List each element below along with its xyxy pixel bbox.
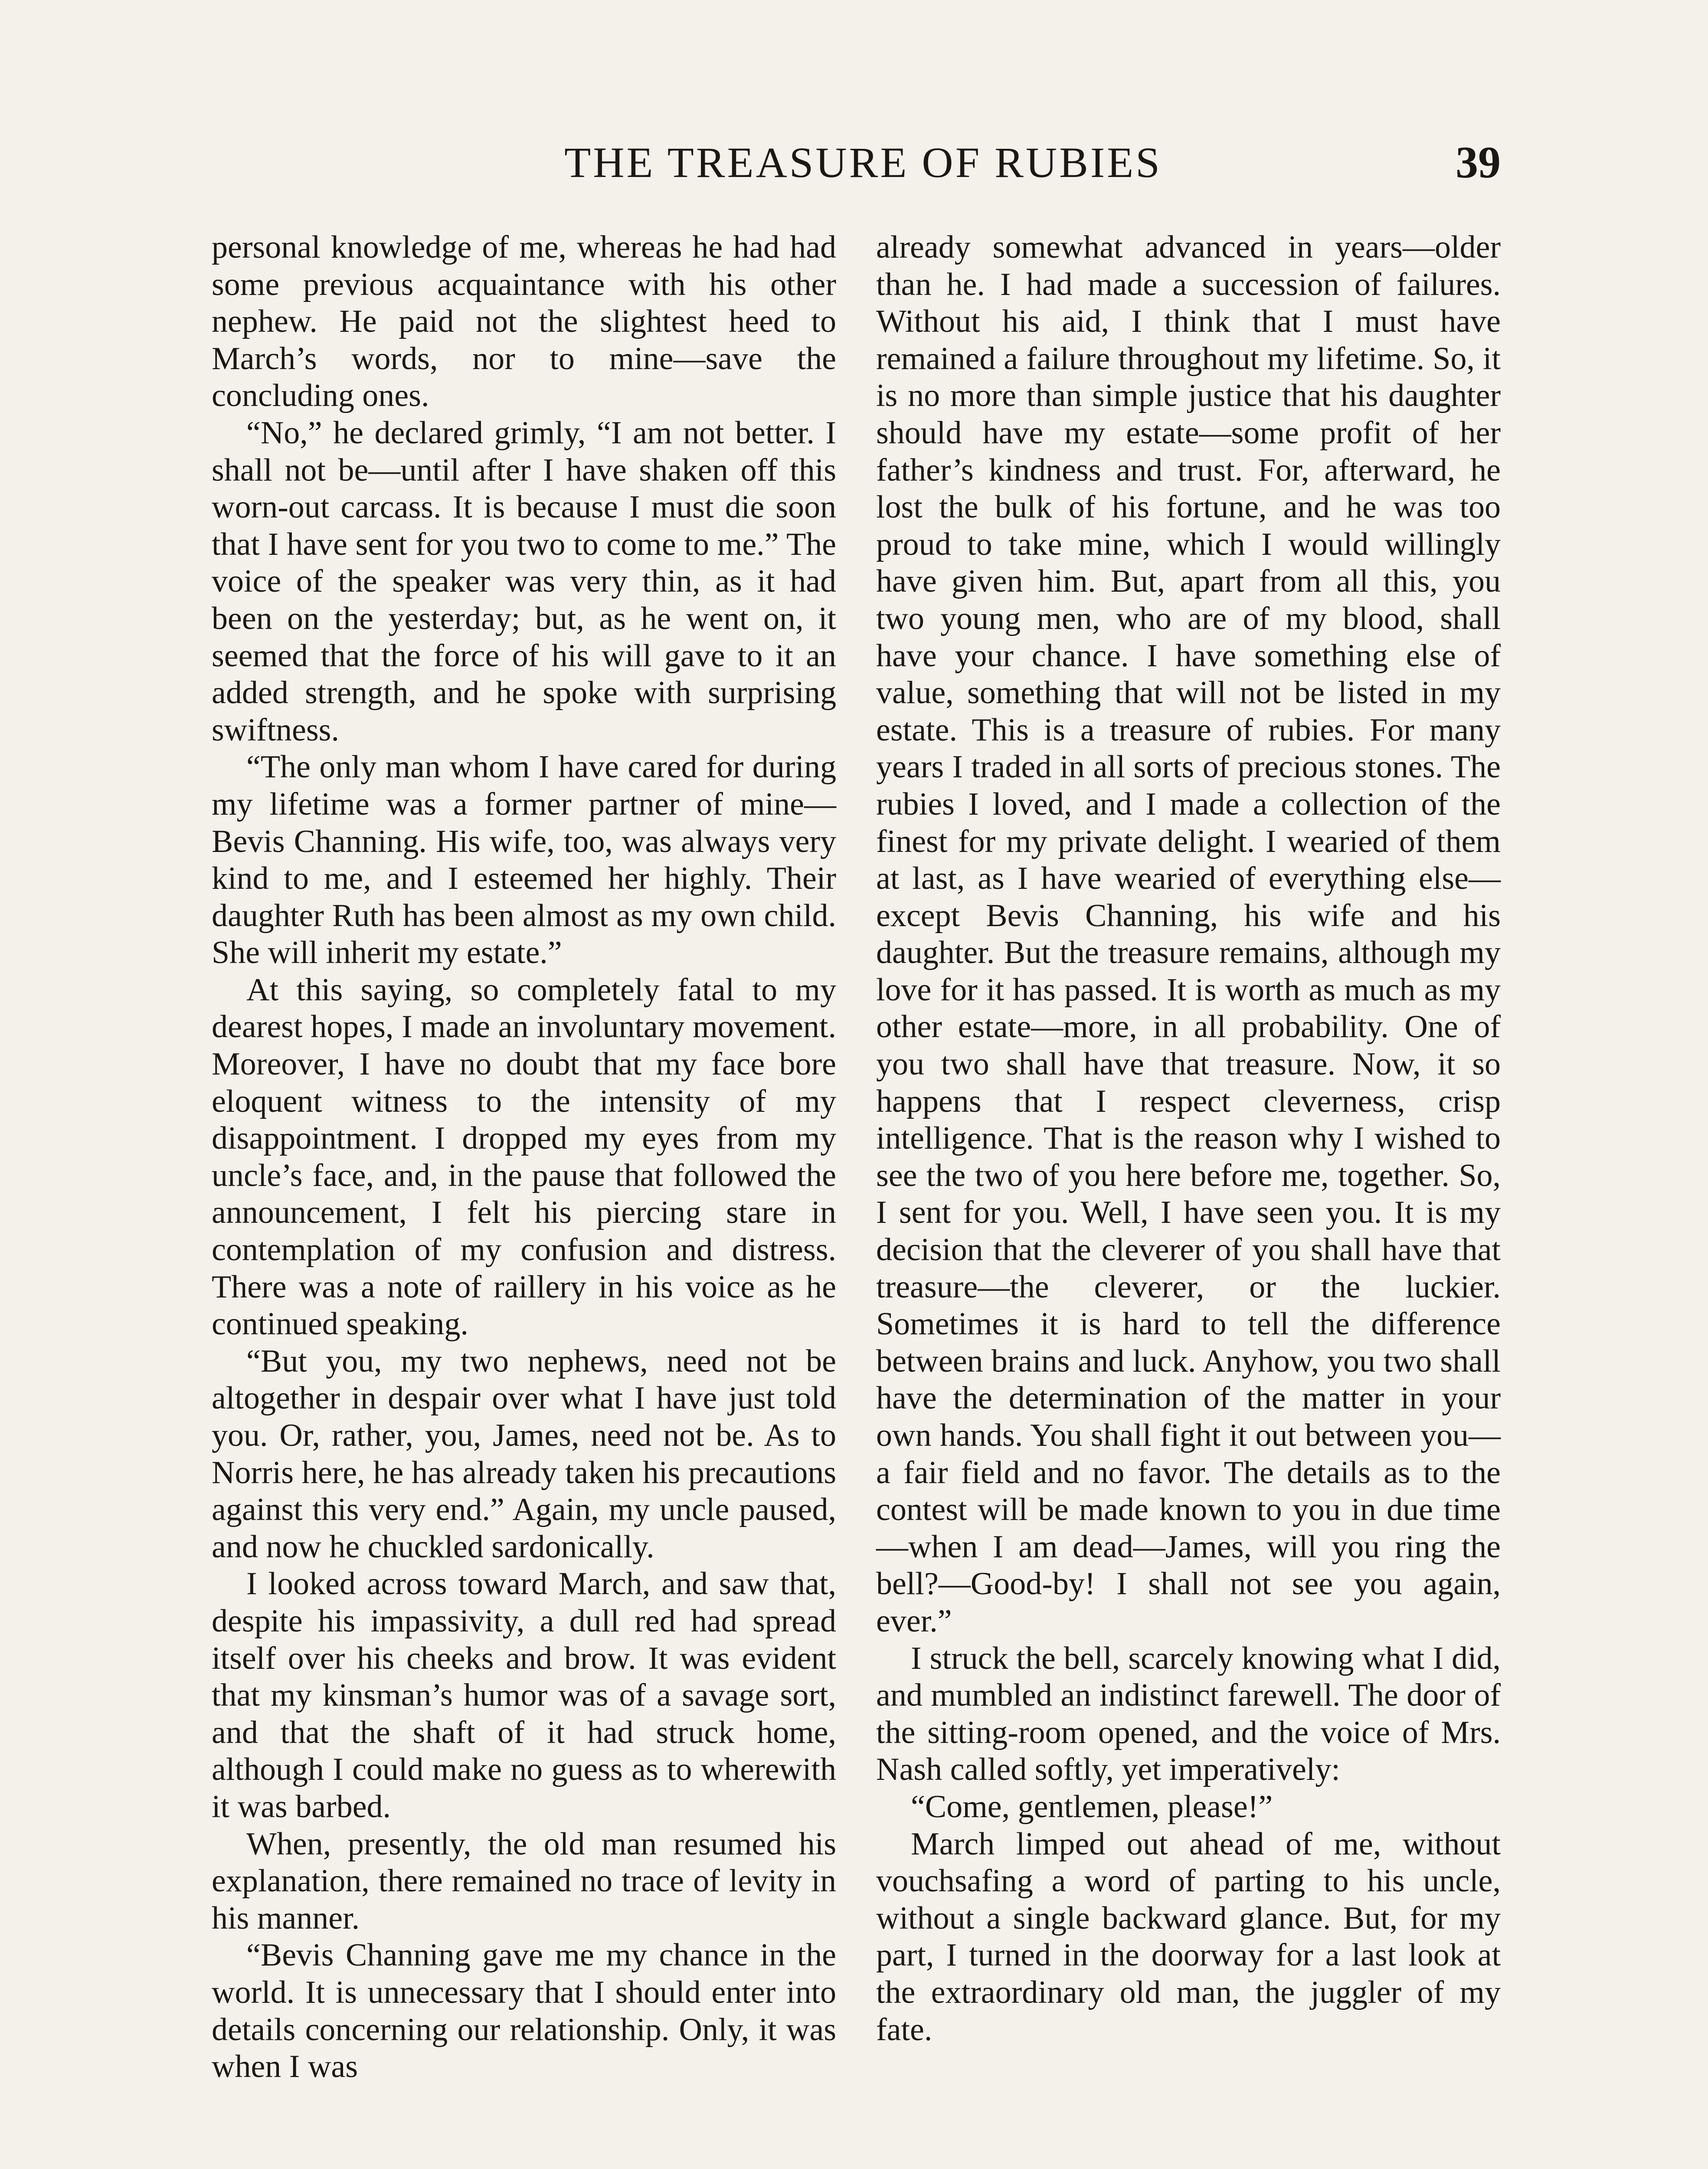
paragraph: When, presently, the old man resumed his explanation, there remained no trace of levity in his manner. [212,1826,836,1936]
paragraph: “The only man whom I have cared for during my lifetime was a former partner of mine—Bevis Channing. His wife, too, was always very kind to me, and I esteemed her highly. Their daughter Ruth has been almost as my own child. She will inherit my estate.” [212,749,836,971]
paragraph: At this saying, so completely fatal to my dearest hopes, I made an involuntary movement. Moreover, I have no doubt that my face bore eloquent witness to the intensity of my disappointment. I dropped my eyes from my uncle’s face, and, in the pause that followed the announcement, I felt his piercing stare in contemplation of my confusion and distress. There was a note of raillery in his voice as he continued speaking. [212,972,836,1342]
paragraph: I struck the bell, scarcely knowing what I did, and mumbled an indistinct farewell. The door of the sitting-room opened, and the voice of Mrs. Nash called softly, yet imperatively: [876,1640,1501,1788]
running-head [208,130,1501,195]
paragraph: already somewhat advanced in years—older than he. I had made a succession of failures. Without his aid, I think that I must have remained a failure throughout my lifetime. So, it is no more than simple justice that his daughter should have my estate—some profit of her father’s kindness and trust. For, afterward, he lost the bulk of his fortune, and he was too proud to take mine, which I would willingly have given him. But, apart from all this, you two young men, who are of my blood, shall have your chance. I have something else of value, something that will not be listed in my estate. This is a treasure of rubies. For many years I traded in all sorts of precious stones. The rubies I loved, and I made a collection of the finest for my private delight. I wearied of them at last, as I have wearied of everything else—except Bevis Channing, his wife and his daughter. But the treasure remains, although my love for it has passed. It is worth as much as my other estate—more, in all probability. One of you two shall have that treasure. Now, it so happens that I respect cleverness, crisp intelligence. That is the reason why I wished to see the two of you here before me, together. So, I sent for you. Well, I have seen you. It is my decision that the cleverer of you shall have that treasure—the cleverer, or the luckier. Sometimes it is hard to tell the difference between brains and luck. Anyhow, you two shall have the determination of the matter in your own hands. You shall fight it out between you—a fair field and no favor. The details as to the contest will be made known to you in due time—when I am dead—James, will you ring the bell?—Good-by! I shall not see you again, ever.” [876,229,1501,1639]
right-column [876,229,1501,2048]
left-column [212,229,836,2086]
paragraph: I looked across toward March, and saw that, despite his impassivity, a dull red had spread itself over his cheeks and brow. It was evident that my kinsman’s humor was of a savage sort, and that the shaft of it had struck home, although I could make no guess as to wherewith it was barbed. [212,1566,836,1825]
paragraph: “Come, gentlemen, please!” [911,1789,1273,1825]
page-number: 39 [1456,138,1501,187]
paragraph: “But you, my two nephews, need not be altogether in despair over what I have just told you. Or, rather, you, James, need not be. As to Norris here, he has already taken his precautions against this very end.” Again, my uncle paused, and now he chuckled sardonically. [212,1343,836,1565]
paragraph: “No,” he declared grimly, “I am not better. I shall not be—until after I have shaken off this worn-out carcass. It is because I must die soon that I have sent for you two to come to me.” The voice of the speaker was very thin, as it had been on the yesterday; but, as he went on, it seemed that the force of his will gave to it an added strength, and he spoke with surprising swiftness. [212,415,836,748]
paragraph: personal knowledge of me, whereas he had had some previous acquaintance with his other nephew. He paid not the slightest heed to March’s words, nor to mine—save the concluding ones. [212,229,836,414]
paragraph: “Bevis Channing gave me my chance in the world. It is unnecessary that I should enter into details concerning our relationship. Only, it was when I was [212,1937,836,2085]
running-title: THE TREASURE OF RUBIES [564,138,1162,187]
paragraph: March limped out ahead of me, without vouchsafing a word of parting to his uncle, without a single backward glance. But, for my part, I turned in the doorway for a last look at the extraordinary old man, the juggler of my fate. [876,1826,1501,2048]
